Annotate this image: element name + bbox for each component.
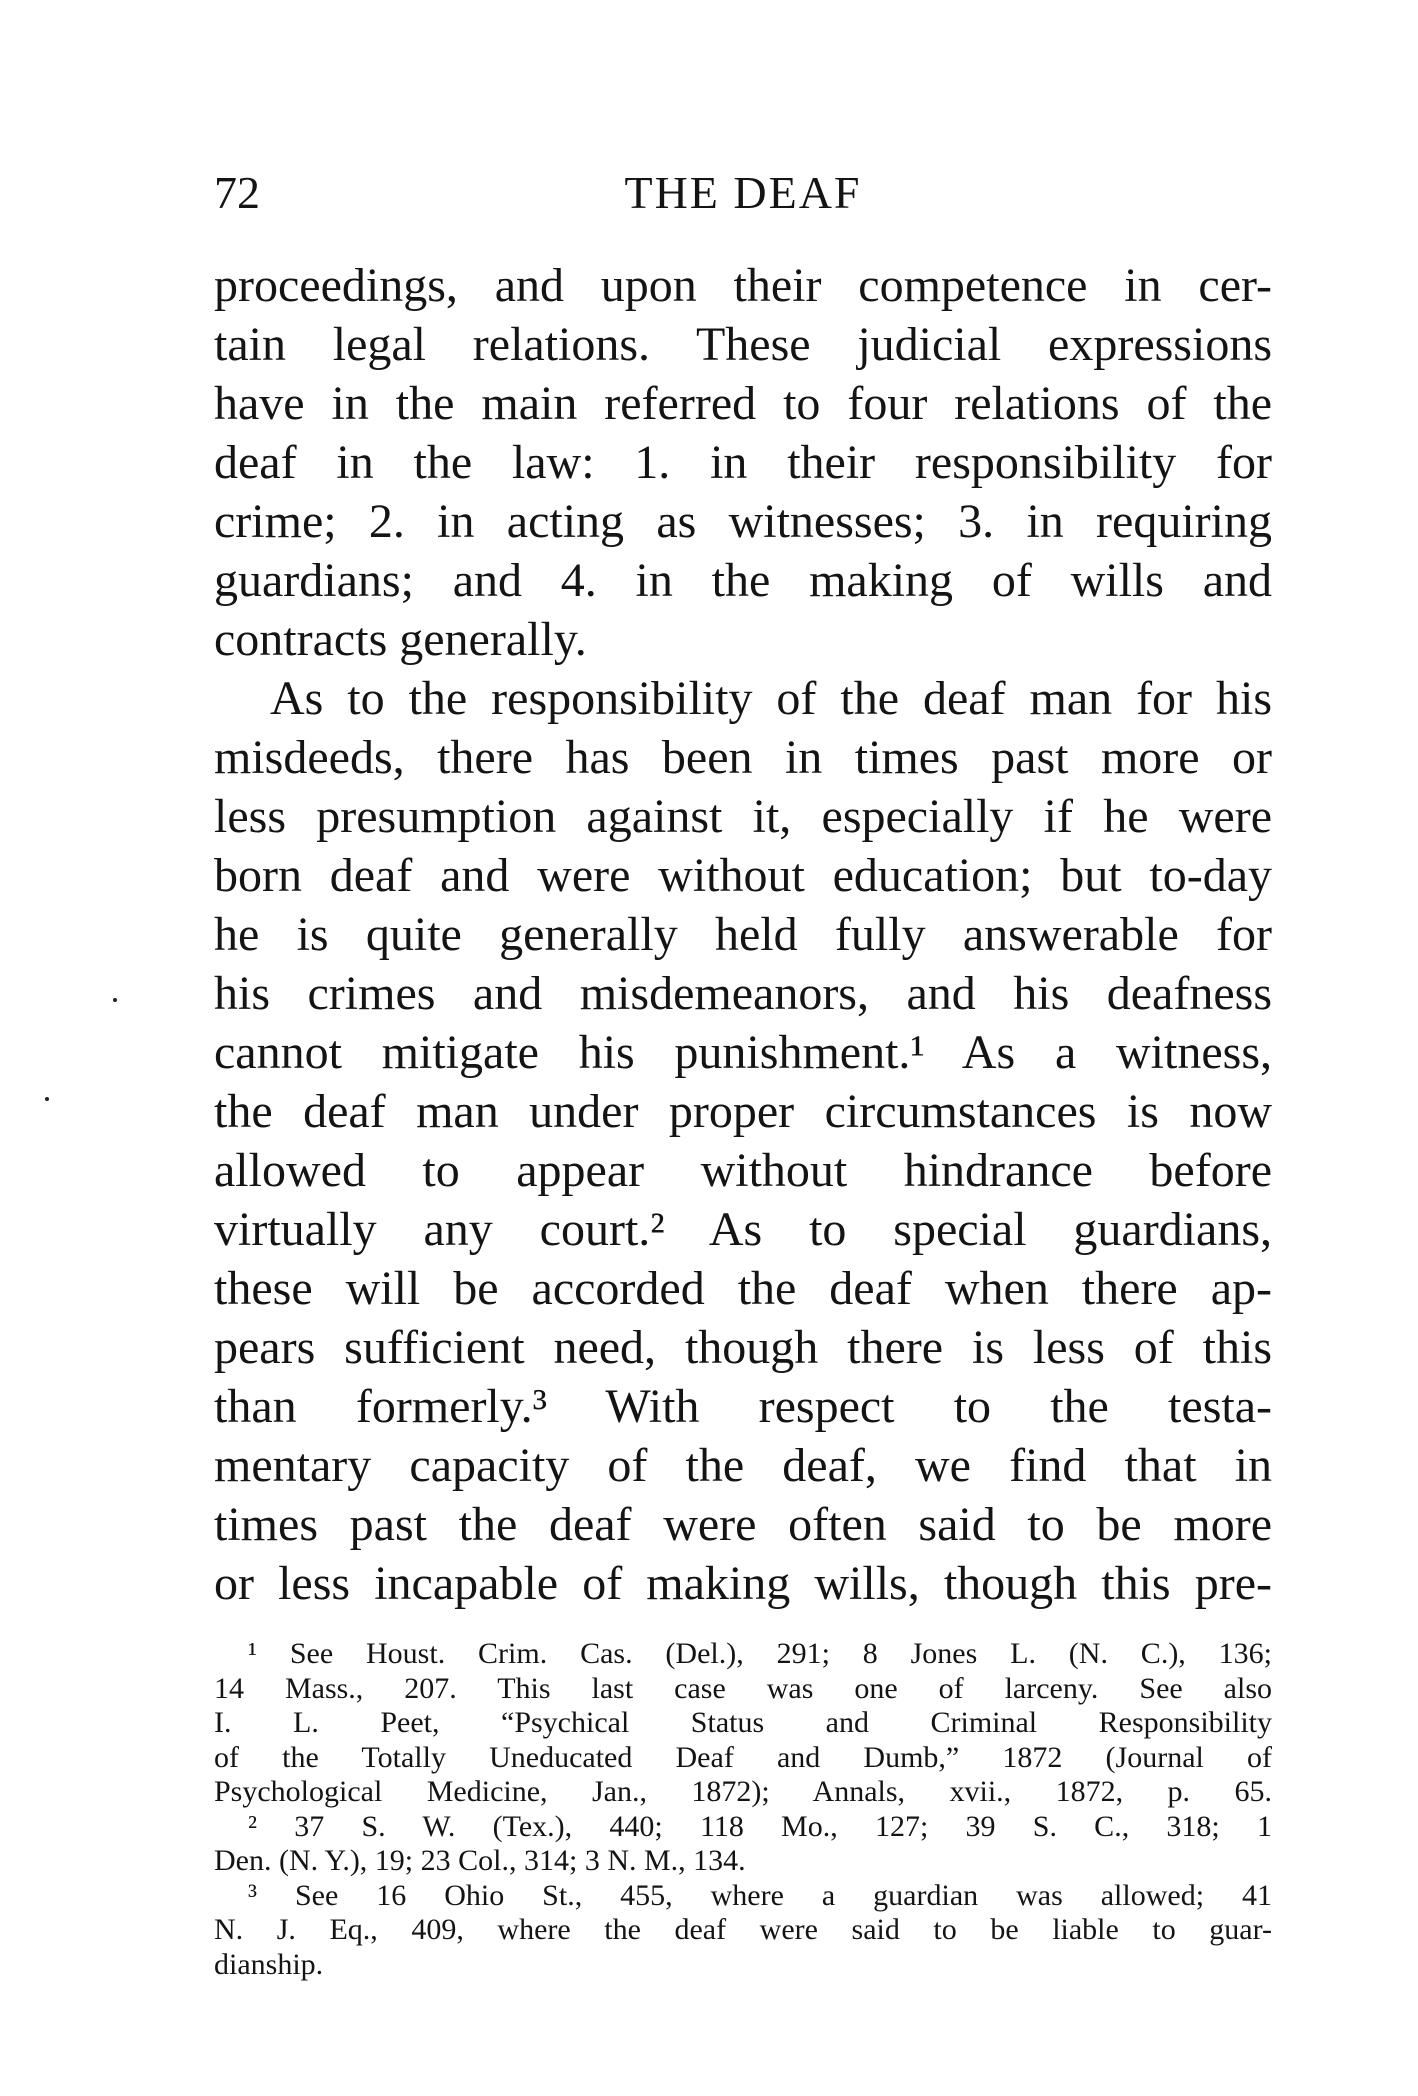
footnote-line: I. L. Peet, “Psychical Status and Criminal Responsibility	[214, 1706, 1272, 1739]
body-line: times past the deaf were often said to be more	[214, 1498, 1272, 1551]
body-text	[214, 256, 1272, 1613]
footnote-line: ² 37 S. W. (Tex.), 440; 118 Mo., 127; 39 S. C., 318; 1	[248, 1809, 1272, 1843]
body-line: virtually any court.² As to special guardians,	[214, 1203, 1272, 1256]
body-line: than formerly.³ With respect to the testa-	[214, 1380, 1272, 1433]
body-line: pears sufficient need, though there is less of this	[214, 1321, 1272, 1374]
body-line: crime; 2. in acting as witnesses; 3. in requiring	[214, 495, 1272, 548]
footnote-line: Psychological Medicine, Jan., 1872); Annals, xvii., 1872, p. 65.	[214, 1775, 1272, 1808]
stray-mark	[113, 998, 117, 1002]
body-line: guardians; and 4. in the making of wills and	[214, 554, 1272, 607]
body-line: less presumption against it, especially if he were	[214, 790, 1272, 843]
running-title: THE DEAF	[624, 167, 862, 218]
body-line: misdeeds, there has been in times past more or	[214, 731, 1272, 784]
body-line: he is quite generally held fully answerable for	[214, 908, 1272, 961]
body-line: have in the main referred to four relations of the	[214, 377, 1272, 430]
body-line: contracts generally.	[214, 613, 587, 666]
footnote-line: Den. (N. Y.), 19; 23 Col., 314; 3 N. M., 134.	[214, 1844, 746, 1877]
body-line: As to the responsibility of the deaf man for his	[270, 672, 1272, 725]
body-line: or less incapable of making wills, though this pre-	[214, 1557, 1272, 1610]
body-line: cannot mitigate his punishment.¹ As a witness,	[214, 1026, 1272, 1079]
footnotes	[214, 1637, 1272, 1982]
footnote-line: of the Totally Uneducated Deaf and Dumb,” 1872 (Journal of	[214, 1740, 1272, 1774]
stray-mark	[45, 1097, 49, 1101]
body-line: allowed to appear without hindrance before	[214, 1144, 1272, 1197]
body-line: deaf in the law: 1. in their responsibility for	[214, 436, 1272, 489]
footnote-line: ³ See 16 Ohio St., 455, where a guardian was allowed; 41	[248, 1878, 1272, 1912]
footnote-line: 14 Mass., 207. This last case was one of larceny. See also	[214, 1671, 1272, 1705]
footnote-line: N. J. Eq., 409, where the deaf were said to be liable to guar-	[214, 1913, 1272, 1946]
footnote-line: dianship.	[214, 1947, 324, 1981]
body-line: these will be accorded the deaf when there ap-	[214, 1262, 1272, 1315]
body-line: the deaf man under proper circumstances is now	[214, 1085, 1272, 1138]
body-line: tain legal relations. These judicial expressions	[214, 318, 1272, 371]
footnote-line: ¹ See Houst. Crim. Cas. (Del.), 291; 8 Jones L. (N. C.), 136;	[248, 1637, 1272, 1670]
body-line: his crimes and misdemeanors, and his deafness	[214, 967, 1272, 1020]
body-line: proceedings, and upon their competence in cer-	[214, 259, 1272, 312]
page-number: 72	[214, 167, 260, 218]
body-line: born deaf and were without education; but to-day	[214, 849, 1272, 902]
body-line: mentary capacity of the deaf, we find that in	[214, 1439, 1272, 1492]
page-header	[214, 163, 1272, 223]
